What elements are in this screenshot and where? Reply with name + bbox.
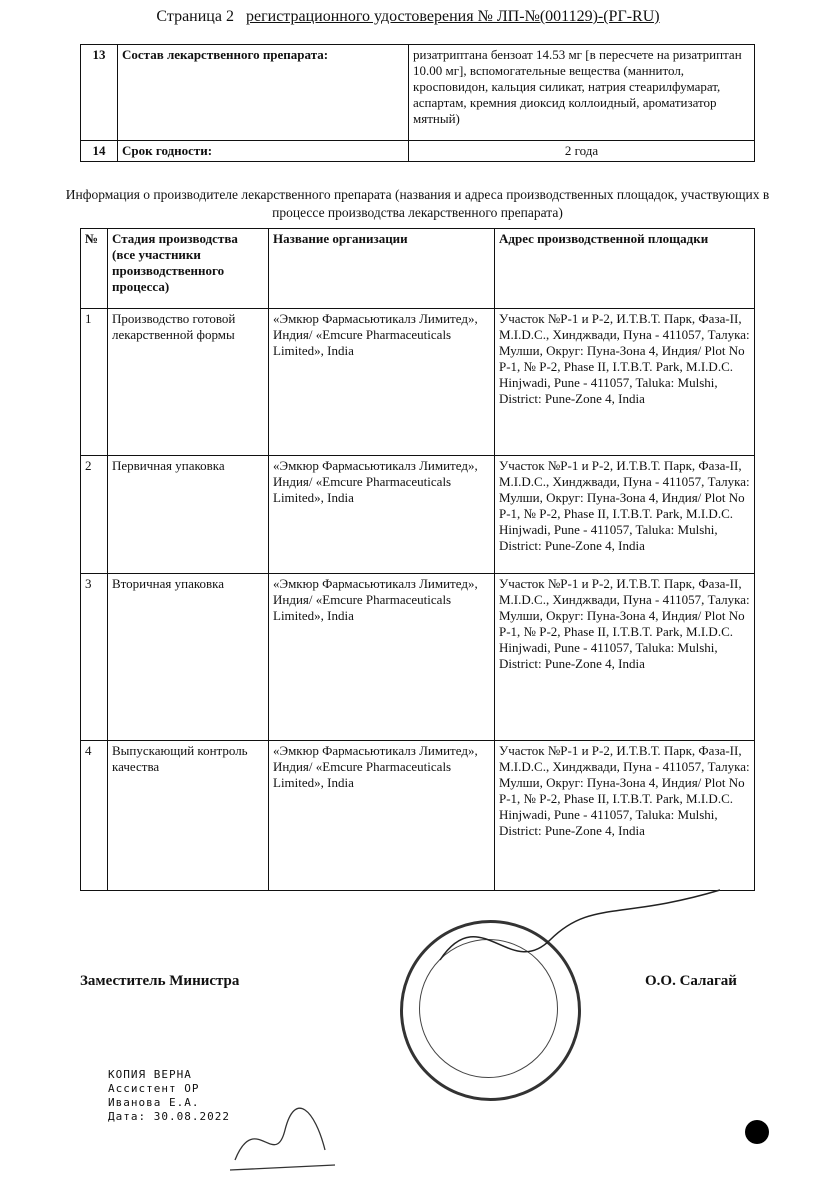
header-stage: Стадия производства (все участники производственного процесса) <box>108 229 269 309</box>
row-number: 13 <box>81 45 118 141</box>
row-org: «Эмкюр Фармасьютикалз Лимитед», Индия/ «Emcure Pharmaceuticals Limited», India <box>269 574 495 741</box>
row-address: Участок №P-1 и P-2, И.Т.В.Т. Парк, Фаза-II, M.I.D.C., Хинджвади, Пуна - 411057, Талука: Мулши, Округ: Пуна-Зона 4, Индия/ Plot No P-1, № P-2, Phase II, I.T.B.T. Park, M.I.D.C. Hinjwadi, Pune - 411057, Taluka: Mulshi, District: Pune-Zone 4, India <box>495 309 755 456</box>
table-row <box>81 309 755 456</box>
table-row <box>81 741 755 891</box>
copy-certification-stamp <box>108 1068 230 1124</box>
row-number: 14 <box>81 141 118 162</box>
row-org: «Эмкюр Фармасьютикалз Лимитед», Индия/ «Emcure Pharmaceuticals Limited», India <box>269 741 495 891</box>
table-row <box>81 456 755 574</box>
copy-line: Дата: 30.08.2022 <box>108 1110 230 1123</box>
manufacturer-table <box>80 228 755 891</box>
composition-table <box>80 44 755 162</box>
row-value: 2 года <box>409 141 755 162</box>
table-row <box>81 574 755 741</box>
row-org: «Эмкюр Фармасьютикалз Лимитед», Индия/ «Emcure Pharmaceuticals Limited», India <box>269 309 495 456</box>
manufacturer-info-heading: Информация о производителе лекарственного препарата (названия и адреса производственных площадок, участвующих в процессе производства лекарственного препарата) <box>65 187 770 220</box>
copy-line: КОПИЯ ВЕРНА <box>108 1068 192 1081</box>
header-address: Адрес производственной площадки <box>495 229 755 309</box>
copy-line: Иванова Е.А. <box>108 1096 200 1109</box>
row-number: 2 <box>81 456 108 574</box>
row-address: Участок №P-1 и P-2, И.Т.В.Т. Парк, Фаза-II, M.I.D.C., Хинджвади, Пуна - 411057, Талука: Мулши, Округ: Пуна-Зона 4, Индия/ Plot No P-1, № P-2, Phase II, I.T.B.T. Park, M.I.D.C. Hinjwadi, Pune - 411057, Taluka: Mulshi, District: Pune-Zone 4, India <box>495 456 755 574</box>
table-row <box>81 141 755 162</box>
signer-position: Заместитель Министра <box>80 973 240 989</box>
copy-line: Ассистент ОР <box>108 1082 200 1095</box>
handwritten-signature <box>225 1100 345 1180</box>
row-stage: Выпускающий контроль качества <box>108 741 269 891</box>
black-dot-mark <box>745 1120 769 1144</box>
page-header <box>0 8 816 26</box>
row-address: Участок №P-1 и P-2, И.Т.В.Т. Парк, Фаза-II, M.I.D.C., Хинджвади, Пуна - 411057, Талука: Мулши, Округ: Пуна-Зона 4, Индия/ Plot No P-1, № P-2, Phase II, I.T.B.T. Park, M.I.D.C. Hinjwadi, Pune - 411057, Taluka: Mulshi, District: Pune-Zone 4, India <box>495 574 755 741</box>
row-number: 3 <box>81 574 108 741</box>
row-number: 4 <box>81 741 108 891</box>
row-value: ризатриптана бензоат 14.53 мг [в пересчете на ризатриптан 10.00 мг], вспомогательные вещества (маннитол, кросповидон, кальция силикат, натрия стеарилфумарат, аспартам, кремния диоксид коллоидный, ароматизатор мятный) <box>409 45 755 141</box>
row-number: 1 <box>81 309 108 456</box>
row-org: «Эмкюр Фармасьютикалз Лимитед», Индия/ «Emcure Pharmaceuticals Limited», India <box>269 456 495 574</box>
table-header-row <box>81 229 755 309</box>
signer-name: О.О. Салагай <box>645 973 737 989</box>
header-org: Название организации <box>269 229 495 309</box>
certificate-title: регистрационного удостоверения № ЛП-№(001129)-(РГ-RU) <box>245 8 660 25</box>
row-stage: Производство готовой лекарственной формы <box>108 309 269 456</box>
page-number: Страница 2 <box>156 8 234 25</box>
row-label: Срок годности: <box>118 141 409 162</box>
header-num: № <box>81 229 108 309</box>
signature-mark <box>420 880 740 1000</box>
table-row <box>81 45 755 141</box>
row-address: Участок №P-1 и P-2, И.Т.В.Т. Парк, Фаза-II, M.I.D.C., Хинджвади, Пуна - 411057, Талука: Мулши, Округ: Пуна-Зона 4, Индия/ Plot No P-1, № P-2, Phase II, I.T.B.T. Park, M.I.D.C. Hinjwadi, Pune - 411057, Taluka: Mulshi, District: Pune-Zone 4, India <box>495 741 755 891</box>
row-stage: Первичная упаковка <box>108 456 269 574</box>
row-stage: Вторичная упаковка <box>108 574 269 741</box>
row-label: Состав лекарственного препарата: <box>118 45 409 141</box>
